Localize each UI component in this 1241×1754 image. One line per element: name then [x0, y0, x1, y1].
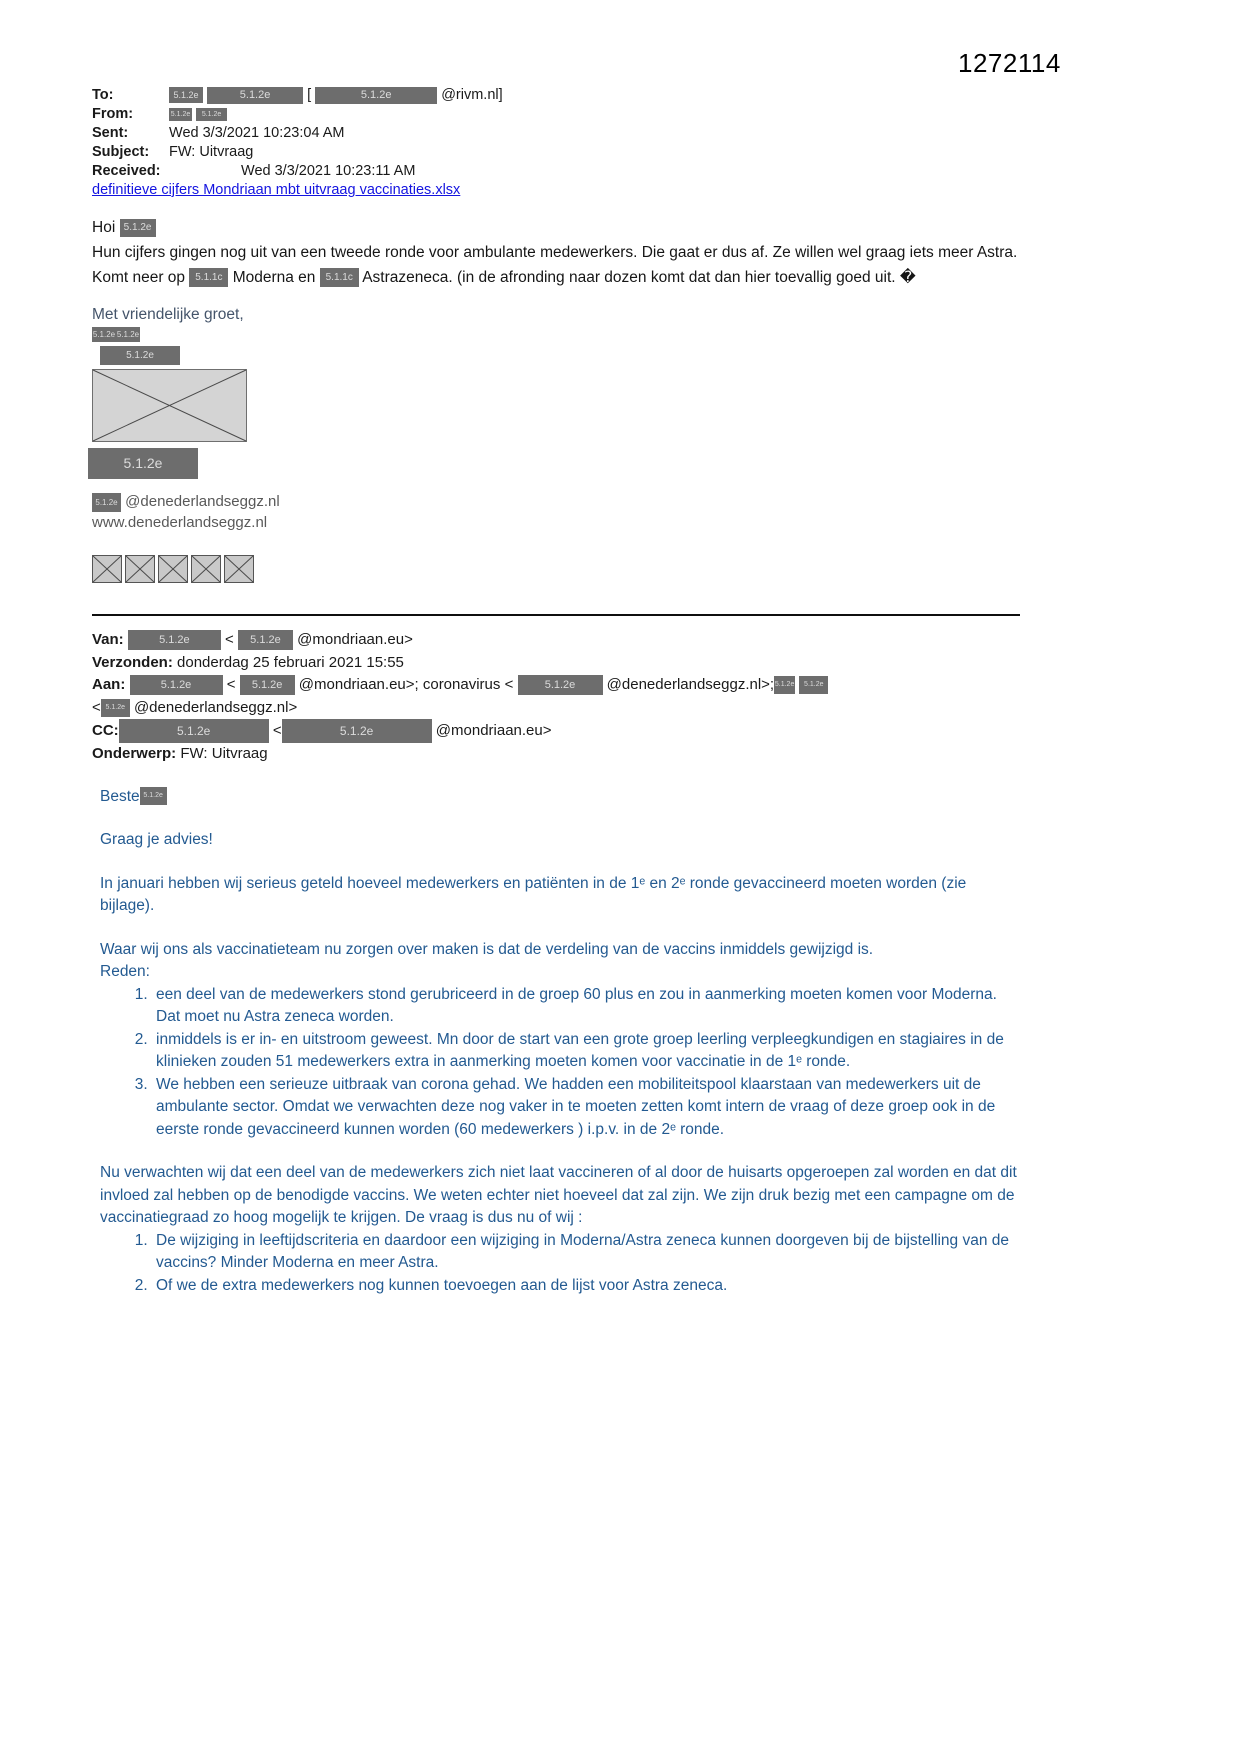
- list-item: 2. Of we de extra medewerkers nog kunnen toevoegen aan de lijst voor Astra zeneca.: [152, 1275, 1020, 1298]
- email1-paragraph-1: Hun cijfers gingen nog uit van een tweede ronde voor ambulante medewerkers. Die gaat er dus af. Ze willen wel graag iets meer Astra.: [92, 244, 1018, 261]
- redaction-box: 5.1.2e: [120, 219, 156, 237]
- aan-line2-suffix: @denederlandseggz.nl>: [133, 698, 298, 716]
- email2-advies-line: Graag je advies!: [100, 831, 213, 848]
- email2-para-verwachten: Nu verwachten wij dat een deel van de medewerkers zich niet laat vaccineren of al door de huisarts opgeroepen zal worden en dat dit invloed zal hebben op de benodigde vaccins. We weten echter niet hoeveel dat zal zijn. We zijn druk bezig met een campagne om de vaccinatiegraad zo hoog mogelijk te krijgen. De vraag is dus nu of wij :: [100, 1164, 1017, 1226]
- email1-header: [92, 86, 1022, 200]
- email2-para-zorgen: Waar wij ons als vaccinatieteam nu zorgen over maken is dat de verdeling van de vaccins inmiddels gewijzigd is.: [100, 940, 874, 958]
- van-sep: <: [225, 631, 234, 648]
- aan-mid1: @mondriaan.eu>; coronavirus: [298, 676, 501, 693]
- list-item: 3. We hebben een serieuze uitbraak van corona gehad. We hadden een mobiliteitspool klaarstaan van medewerkers uit de ambulante sector. Omdat we verwachten deze nog vaker in te moeten zetten komt intern de vraag of deze groep ook in de eerste ronde gevaccineerd kunnen worden (60 medewerkers ) i.p.v. in de 2ᵉ ronde.: [152, 1074, 1020, 1142]
- to-label: To:: [92, 87, 114, 103]
- email1-attachment-row: [92, 181, 1022, 200]
- email2-aan-row-2: [92, 697, 1022, 720]
- email2-cc-row: [92, 719, 1022, 743]
- email1-to-row: [92, 86, 1022, 105]
- email2-header: [92, 629, 1022, 766]
- sent-value: Wed 3/3/2021 10:23:04 AM: [169, 125, 345, 141]
- onderwerp-value: FW: Uitvraag: [180, 745, 268, 762]
- signature-website: www.denederlandseggz.nl: [92, 514, 268, 531]
- email1-received-row: [92, 162, 1022, 181]
- signature-org-redaction: [88, 448, 1022, 479]
- email1-paragraph-2: [92, 265, 1022, 290]
- email2-onderwerp-row: [92, 743, 1022, 766]
- email1-signature: [92, 305, 1022, 583]
- email2-greeting: [100, 786, 1020, 809]
- aan-sep1: <: [226, 676, 236, 693]
- signature-role-redaction: [100, 346, 1022, 365]
- list-item: 2. inmiddels is er in- en uitstroom geweest. Mn door de start van een grote groep leerling verpleegkundigen en stagiaires in de klinieken zouden 51 medewerkers extra in aanmerking moeten komen voor vaccinatie in de 1ᵉ ronde.: [152, 1029, 1020, 1074]
- email2-verzonden-row: [92, 652, 1022, 675]
- redaction-box: 5.1.1c: [320, 268, 359, 287]
- cc-sep: <: [272, 721, 282, 739]
- attachment-link[interactable]: definitieve cijfers Mondriaan mbt uitvraag vaccinaties.xlsx: [92, 182, 461, 198]
- redaction-box: 5.1.2e: [799, 676, 828, 694]
- redaction-box: 5.1.2e: [128, 630, 221, 650]
- vraag-list: [100, 1230, 1020, 1298]
- para2-post: Astrazeneca. (in de afronding naar dozen komt dat dan hier toevallig goed uit. �: [362, 269, 916, 286]
- redaction-box: 5.1.2e: [92, 493, 121, 512]
- redaction-box: 5.1.2e: [100, 346, 180, 365]
- missing-image-placeholder-icon: [92, 369, 247, 442]
- aan-label: Aan:: [92, 676, 126, 693]
- to-bracket: [: [307, 87, 312, 103]
- signature-email-row: [92, 491, 1022, 512]
- signature-social-icons: [92, 555, 1022, 583]
- email1-greeting: [92, 215, 1022, 240]
- email2-body: [100, 786, 1020, 1298]
- email2-para-januari: In januari hebben wij serieus geteld hoeveel medewerkers en patiënten in de 1ᵉ en 2ᵉ ronde gevaccineerd moeten worden (zie bijlage).: [100, 874, 967, 914]
- para2-mid: Moderna en: [232, 269, 316, 286]
- cc-suffix: @mondriaan.eu>: [435, 721, 552, 739]
- redaction-box: 5.1.2e: [101, 699, 130, 717]
- aan-line2-open: <: [92, 698, 101, 716]
- email1-sent-row: [92, 124, 1022, 143]
- redaction-box: 5.1.2e: [88, 448, 198, 479]
- redaction-box: 5.1.2e: [207, 87, 303, 104]
- subject-label: Subject:: [92, 144, 150, 160]
- van-suffix: @mondriaan.eu>: [297, 631, 413, 648]
- received-label: Received:: [92, 163, 161, 179]
- redaction-box: 5.1.2e: [169, 108, 192, 121]
- subject-value: FW: Uitvraag: [169, 144, 254, 160]
- divider-rule: [92, 614, 1020, 616]
- email2-van-row: [92, 629, 1022, 652]
- verzonden-label: Verzonden:: [92, 653, 173, 671]
- social-placeholder-icon[interactable]: [224, 555, 254, 583]
- redaction-box: 5.1.2e: [240, 675, 295, 695]
- reden-list: [100, 984, 1020, 1142]
- email2-aan-row: [92, 674, 1022, 697]
- redaction-box: 5.1.2e: [116, 327, 140, 342]
- email1-body: [92, 215, 1022, 290]
- email1-from-row: [92, 105, 1022, 124]
- redaction-box: 5.1.2e: [196, 108, 227, 121]
- redaction-box: 5.1.2e: [282, 719, 432, 743]
- redaction-box: 5.1.1c: [189, 268, 228, 287]
- page-content: [92, 86, 1022, 1297]
- list-item: 1. een deel van de medewerkers stond gerubriceerd in de groep 60 plus en zou in aanmerking moeten komen voor Moderna. Dat moet nu Astra zeneca worden.: [152, 984, 1020, 1029]
- aan-sep2: <: [504, 676, 514, 693]
- list-item: 1. De wijziging in leeftijdscriteria en daardoor een wijziging in Moderna/Astra zeneca kunnen doorgeven bij de bijstelling van de vaccins? Minder Moderna en meer Astra.: [152, 1230, 1020, 1275]
- social-placeholder-icon[interactable]: [158, 555, 188, 583]
- from-label: From:: [92, 106, 134, 122]
- redaction-box: 5.1.2e: [92, 327, 116, 342]
- document-number: 1272114: [958, 48, 1061, 78]
- van-label: Van:: [92, 631, 124, 648]
- redaction-box: 5.1.2e: [169, 87, 203, 103]
- to-domain: @rivm.nl]: [441, 87, 503, 103]
- aan-mid2: @denederlandseggz.nl>;: [606, 676, 775, 693]
- redaction-box: 5.1.2e: [774, 676, 795, 694]
- social-placeholder-icon[interactable]: [191, 555, 221, 583]
- signature-email-suffix: @denederlandseggz.nl: [125, 493, 280, 510]
- redaction-box: 5.1.2e: [315, 87, 437, 104]
- verzonden-value: donderdag 25 februari 2021 15:55: [177, 653, 404, 671]
- received-value: Wed 3/3/2021 10:23:11 AM: [241, 163, 416, 179]
- sent-label: Sent:: [92, 125, 129, 141]
- email2-reden-label: Reden:: [100, 963, 150, 980]
- cc-label: CC:: [92, 721, 119, 739]
- social-placeholder-icon[interactable]: [125, 555, 155, 583]
- redaction-box: 5.1.2e: [238, 630, 293, 650]
- greeting-text: Hoi: [92, 219, 116, 236]
- signature-name-redactions: [92, 326, 1022, 344]
- social-placeholder-icon[interactable]: [92, 555, 122, 583]
- email1-subject-row: [92, 143, 1022, 162]
- greeting-text: Beste: [100, 787, 140, 805]
- redaction-box: 5.1.2e: [130, 675, 223, 695]
- redaction-box: 5.1.2e: [518, 675, 603, 695]
- redaction-box: 5.1.2e: [119, 719, 269, 743]
- onderwerp-label: Onderwerp:: [92, 745, 177, 762]
- para2-pre: Komt neer op: [92, 269, 186, 286]
- signature-closing: Met vriendelijke groet,: [92, 306, 244, 323]
- redaction-box: 5.1.2e: [140, 787, 167, 805]
